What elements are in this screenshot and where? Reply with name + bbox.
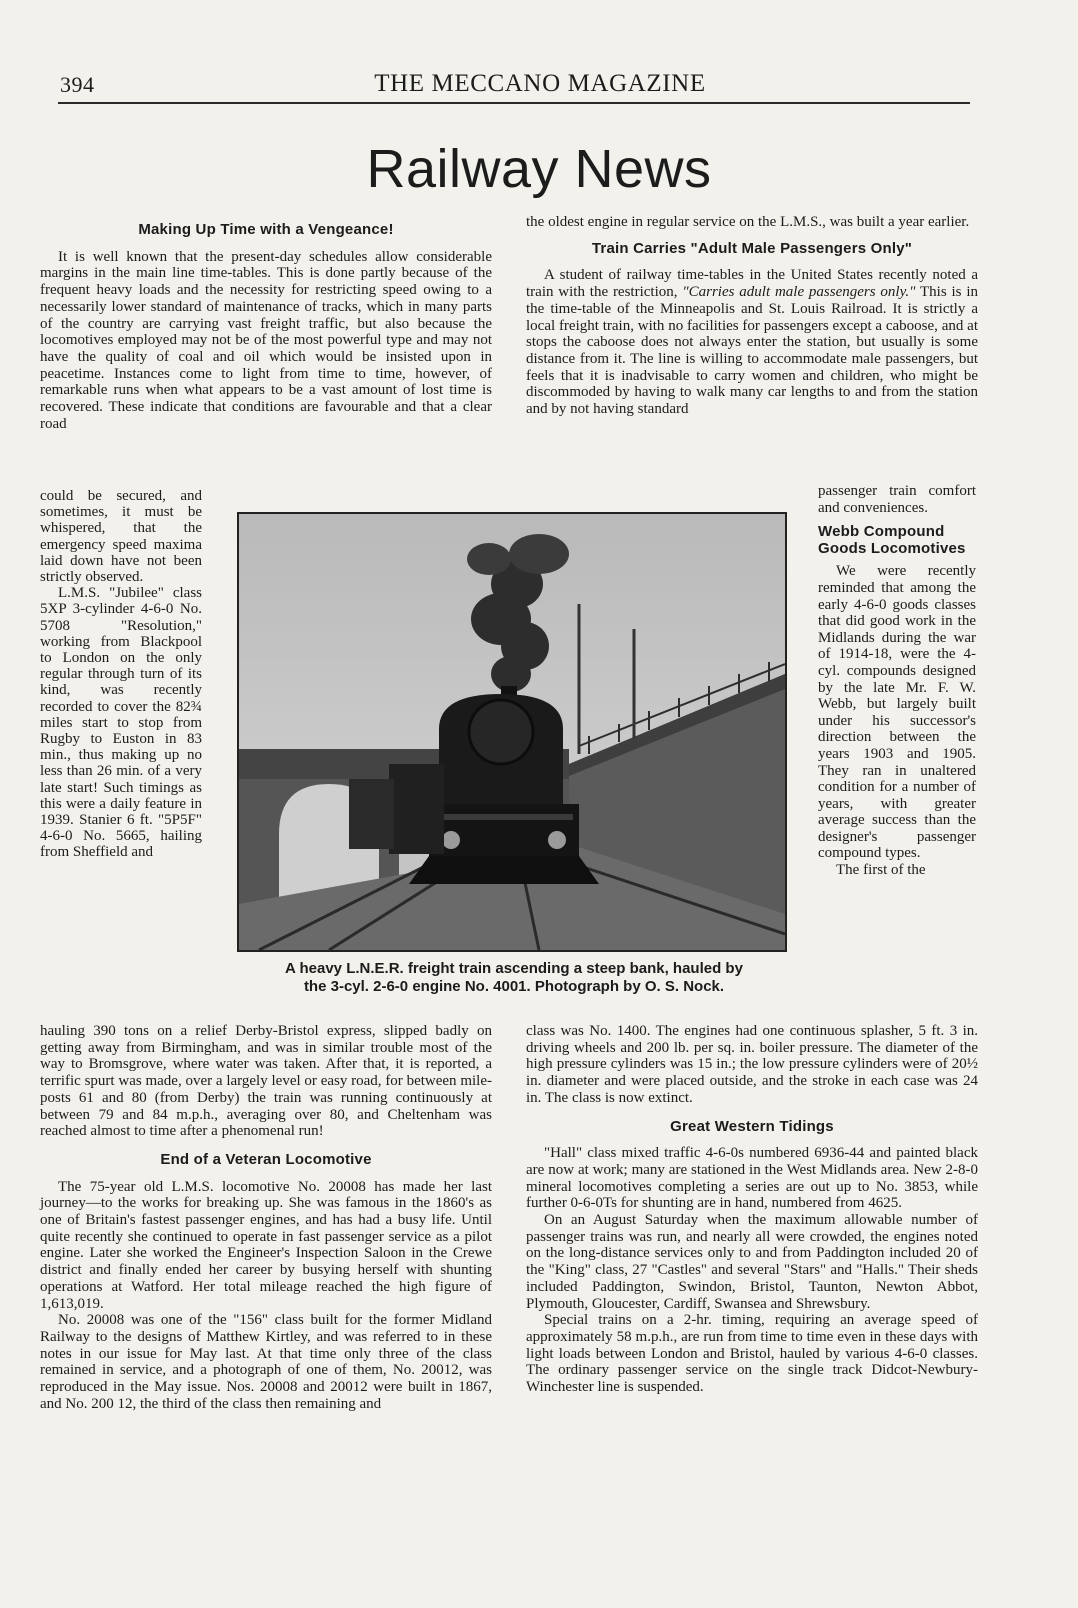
photo-illustration: [239, 514, 785, 950]
heading-adult-male: Train Carries "Adult Male Passengers Only": [591, 239, 913, 257]
caption-line-1: A heavy L.N.E.R. freight train ascending a steep bank, hauled by: [285, 960, 743, 977]
caption-line-2: the 3-cyl. 2-6-0 engine No. 4001. Photograph by O. S. Nock.: [303, 978, 725, 995]
paragraph: Special trains on a 2-hr. timing, requiring an average speed of approximately 58 m.p.h., are run from time to time even in these days with light loads between London and Bristol, hauled by various 4-6-0 classes. The ordinary passenger service on the single track Didcot-Newbury-Winchester line is suspended.: [526, 1312, 978, 1396]
heading-veteran: End of a Veteran Locomotive: [160, 1150, 372, 1168]
paragraph: The 75-year old L.M.S. locomotive No. 20008 has made her last journey—to the works for breaking up. She was famous in the 1860's as one of Britain's fastest passenger engines, and has had a busy life. Until quite recently she continued to operate in fast passenger service as a pilot engine. Later she worked the Engineer's Inspection Saloon in the Crewe district and finally ended her career by busying herself with shunting operations at Watford. Her total mileage reached the high figure of 1,613,019.: [40, 1178, 492, 1312]
article-making-up-time-top: [40, 218, 492, 432]
article-right-top: [526, 214, 978, 418]
paragraph: "Hall" class mixed traffic 4-6-0s numbered 6936-44 and painted black are now at work; many are stationed in the West Midlands area. New 2-8-0 mineral locomotives completing a series are out up to No. 3853, while further 0-6-0Ts for shunting are in hand, numbered from 4625.: [526, 1145, 978, 1212]
page-title: Railway News: [366, 139, 712, 199]
paragraph: It is well known that the present-day schedules allow considerable margins in the main line time-tables. This is done partly because of the frequent heavy loads and the necessity for restricting speed owing to a necessarily lower standard of maintenance of tracks, which in many parts of the country are carrying vast freight traffic, but also because the locomotives employed may not be of the most powerful type and may not have the quality of coal and oil which would be insisted upon in peacetime. Instances come to light from time to time, however, of remarkable runs when what appears to be a vast amount of lost time is recovered. These indicate that conditions are favourable and that a clear road: [40, 248, 492, 432]
paragraph: A student of railway time-tables in the United States recently noted a train with the restriction, "Carries adult male passengers only." This is in the time-table of the Minneapolis and St. Louis Railroad. It is strictly a local freight train, with no facilities for passengers except a caboose, and at stops the caboose does not always enter the station, but usually is some distance from it. The line is willing to accommodate male passengers, but feels that it is inadvisable to carry women and children, who might be discommoded by having to walk many car lengths to and from the station and by not having standard: [526, 267, 978, 418]
page-number: 394: [60, 72, 95, 97]
heading-gwr: Great Western Tidings: [670, 1117, 834, 1135]
paragraph: L.M.S. "Jubilee" class 5XP 3-cylinder 4-6-0 No. 5708 "Resolution," working from Blackpool to London on the only regular through turn of its kind, was recently recorded to cover the 82¾ miles start to stop from Rugby to Euston in 83 min., thus making up no less than 26 min. of a very late start! Such timings as this were a daily feature in 1939. Stanier 6 ft. "5P5F" 4-6-0 No. 5665, hailing from Sheffield and: [40, 585, 202, 861]
paragraph: On an August Saturday when the maximum allowable number of passenger trains was run, and nearly all were crowded, the engines noted on the long-distance services only to and from Paddington included 20 of the "King" class, 27 "Castles" and several "Stars" and "Halls." Their sheds included Paddington, Swindon, Bristol, Taunton, Newton Abbot, Plymouth, Gloucester, Cardiff, Swansea and Shrewsbury.: [526, 1212, 978, 1312]
article-right-narrow: [818, 483, 976, 879]
header-rule: [58, 102, 970, 104]
paragraph: hauling 390 tons on a relief Derby-Bristol express, slipped badly on getting away from Birmingham, and was in similar trouble most of the way to Bromsgrove, where water was taken. After that, it is reported, a terrific spurt was made, over a largely level or easy road, for between mile-posts 61 and 80 (from Derby) the train was running continuously at between 79 and 84 m.p.h., averaging over 80, and Cheltenham was reached almost to time after a phenomenal run!: [40, 1023, 492, 1140]
heading-webb: Webb Compound Goods Locomotives: [818, 523, 966, 557]
paragraph: class was No. 1400. The engines had one continuous splasher, 5 ft. 3 in. driving wheels and 200 lb. per sq. in. boiler pressure. The diameter of the high pressure cylinders was 15 in.; the low pressure cylinders were of 20½ in. diameter and were placed outside, and the stroke in each case was 24 in. The class is now extinct.: [526, 1023, 978, 1106]
paragraph: the oldest engine in regular service on the L.M.S., was built a year earlier.: [526, 214, 970, 230]
paragraph: could be secured, and sometimes, it must be whispered, that the emergency speed maxima laid down have not been strictly observed.: [40, 488, 202, 586]
paragraph: The first of the: [836, 862, 926, 879]
article-making-up-time-narrow: [40, 488, 202, 861]
paragraph: passenger train comfort and conveniences.: [818, 483, 976, 516]
quoted-restriction: "Carries adult male passengers only.": [682, 284, 916, 301]
article-making-up-time-bottom: [40, 1023, 492, 1412]
paragraph: We were recently reminded that among the early 4-6-0 goods classes that did good work in the Midlands during the war of 1914-18, were the 4-cyl. compounds designed by the late Mr. F. W. Webb, but largely built under his successor's direction between the years 1903 and 1905. They ran in unaltered condition for a number of years, with greater average success than the designer's passenger compound types.: [818, 563, 976, 862]
photo-caption: [234, 960, 794, 996]
paragraph: No. 20008 was one of the "156" class built for the former Midland Railway to the designs of Matthew Kirtley, and was referred to in these notes in our issue for May last. At that time only three of the class remained in service, and a photograph of one of them, No. 20012, was reproduced in the May issue. Nos. 20008 and 20012 were built in 1867, and No. 200 12, the third of the class then remaining and: [40, 1312, 492, 1412]
article-right-bottom: [526, 1023, 978, 1396]
magazine-title: THE MECCANO MAGAZINE: [374, 70, 706, 97]
heading-making-up-time: Making Up Time with a Vengeance!: [138, 221, 394, 238]
train-photograph: [237, 512, 787, 952]
